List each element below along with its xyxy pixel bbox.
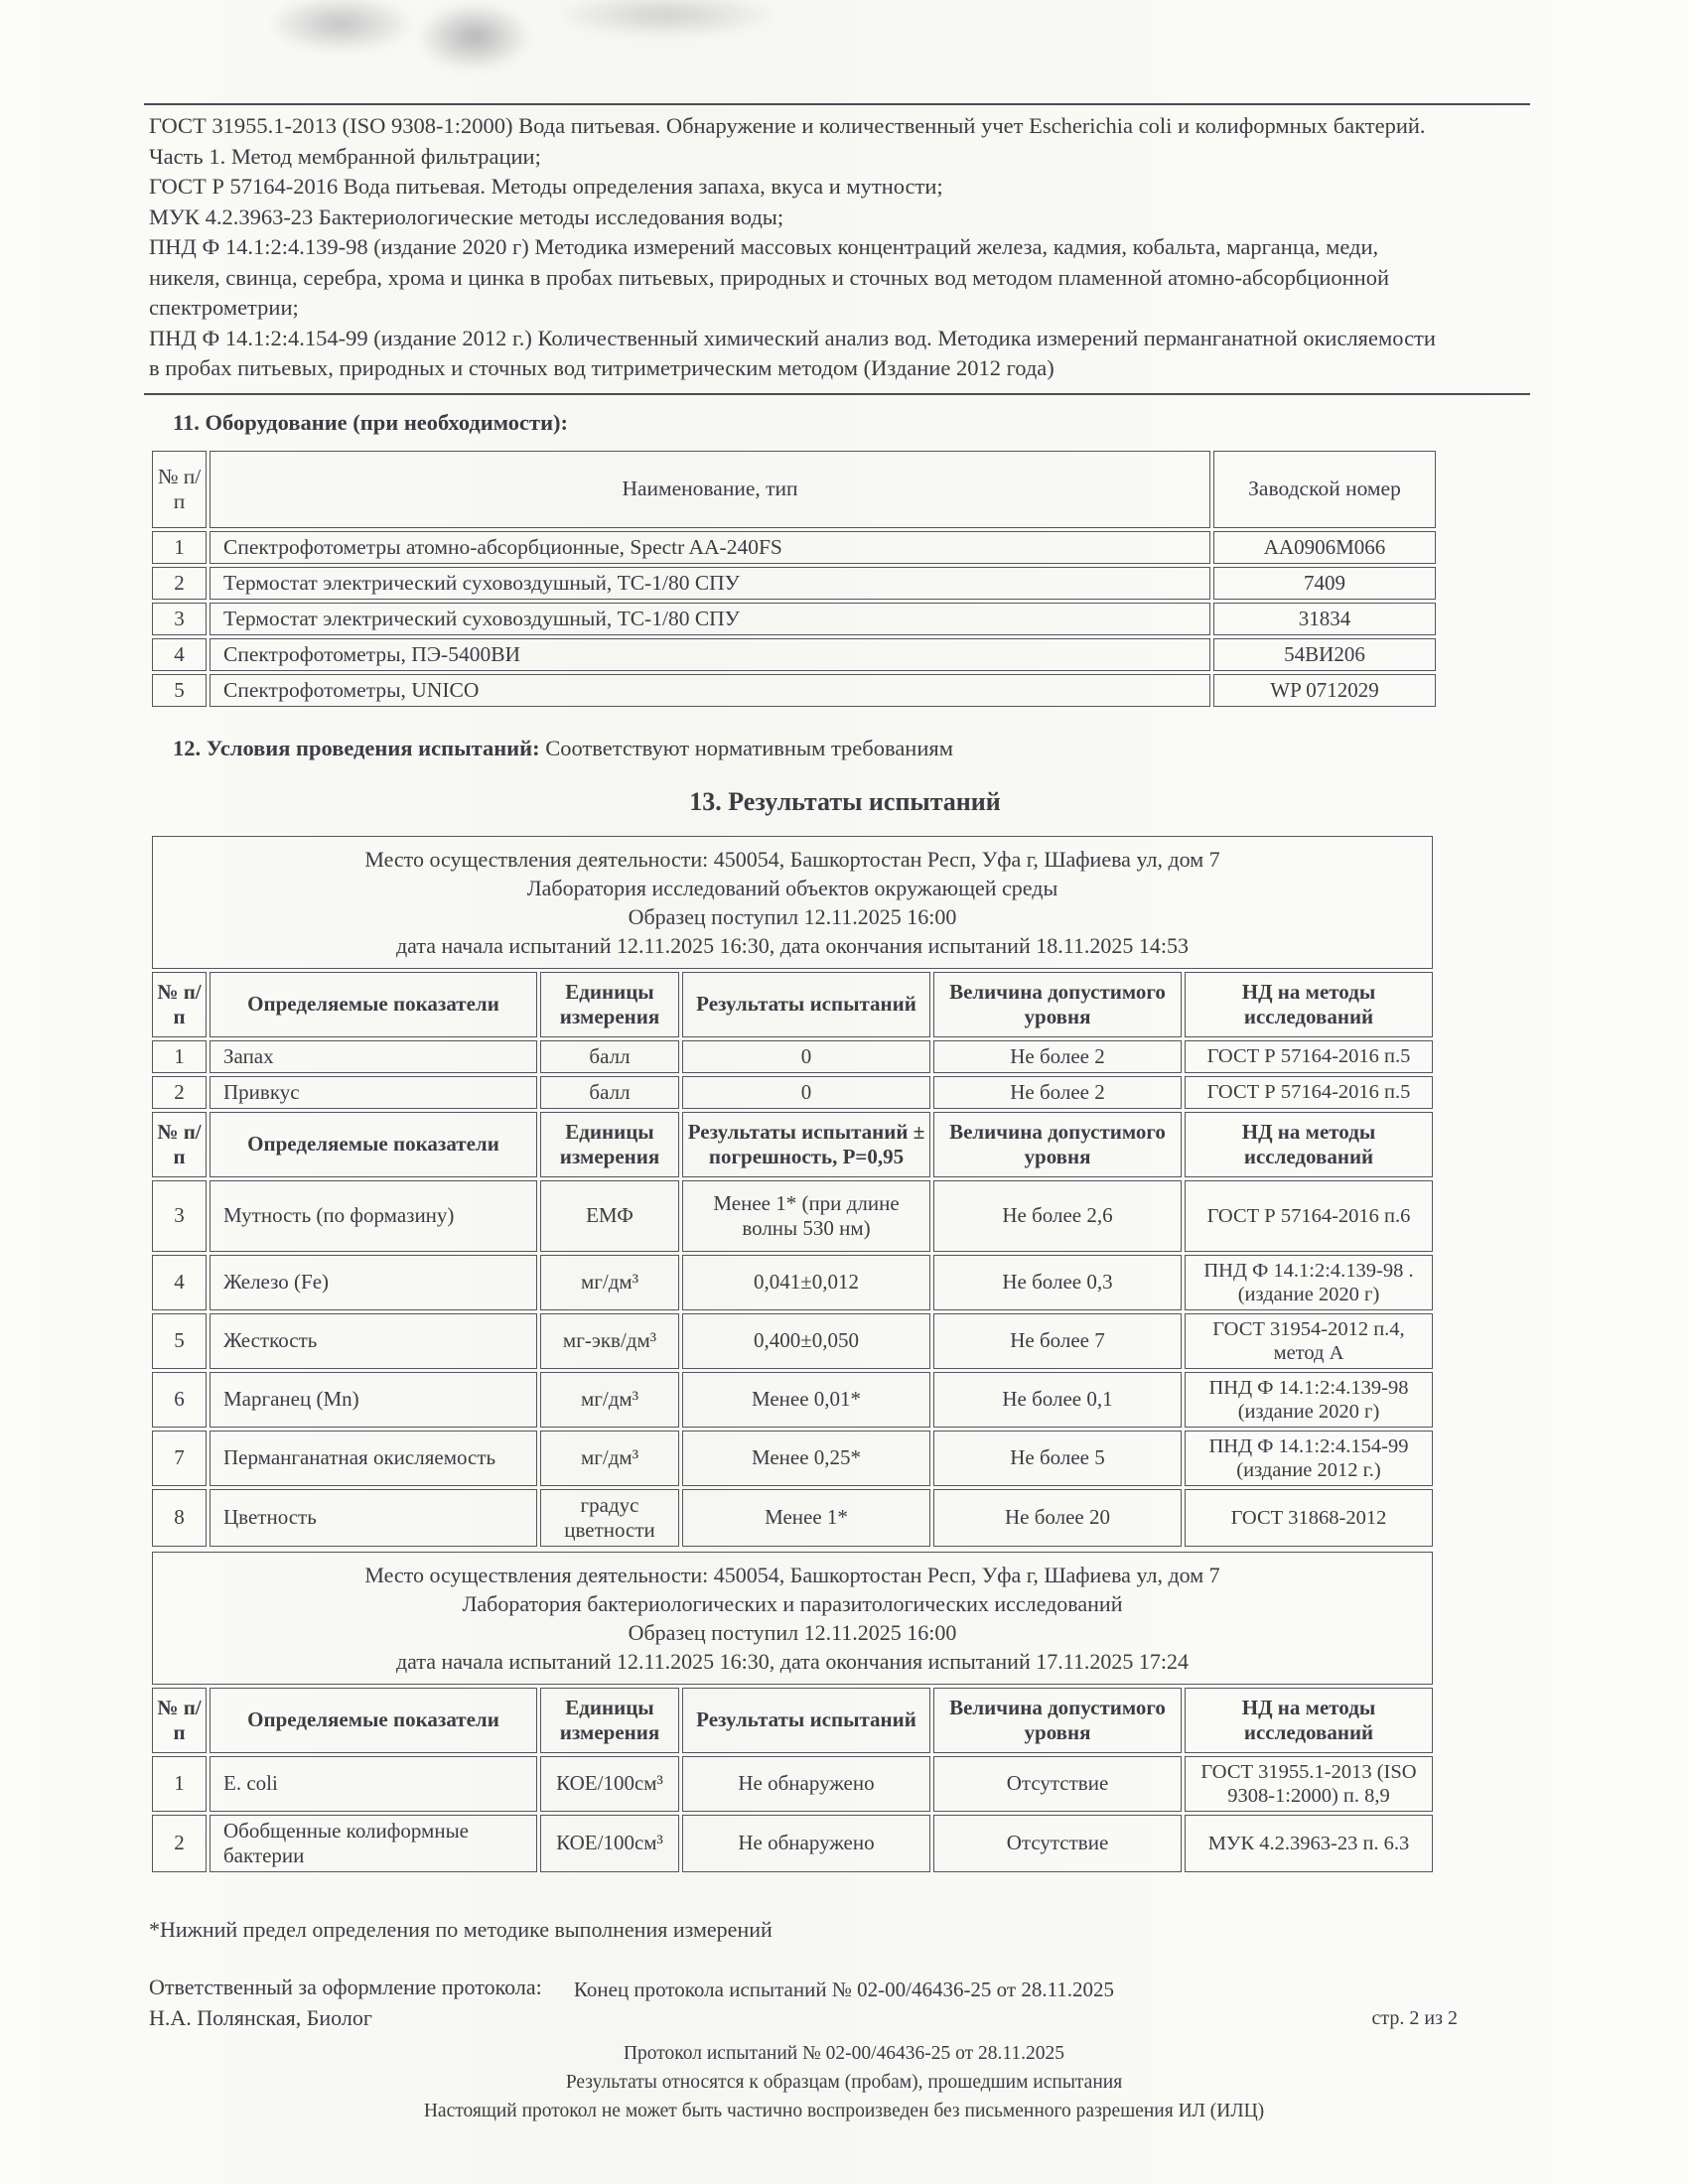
location-line: дата начала испытаний 12.11.2025 16:30, дата окончания испытаний 17.11.2025 17:24 xyxy=(395,1648,1190,1674)
responsible-name: Н.А. Полянская, Биолог xyxy=(149,2004,372,2030)
scan-smudge xyxy=(266,0,415,54)
equipment-num-cell: 2 xyxy=(152,567,207,600)
num-cell: 8 xyxy=(152,1489,207,1547)
equipment-name-cell: Спектрофотометры, UNICO xyxy=(210,674,1210,707)
location-block-row xyxy=(152,836,1433,969)
unit-cell: балл xyxy=(540,1040,679,1073)
equipment-col-name-header: Наименование, тип xyxy=(210,451,1210,528)
unit-cell: градус цветности xyxy=(540,1489,679,1547)
limit-cell: Не более 2 xyxy=(933,1040,1182,1073)
result-cell: Не обнаружено xyxy=(682,1756,930,1812)
param-cell: Цветность xyxy=(210,1489,537,1547)
num-cell: 2 xyxy=(152,1815,207,1872)
page-footer xyxy=(0,2039,1688,2125)
col-header-param: Определяемые показатели xyxy=(210,1112,537,1177)
limit-cell: Отсутствие xyxy=(933,1815,1182,1872)
results-table-chemical xyxy=(149,833,1436,1550)
result-row xyxy=(152,1489,1433,1547)
method-cell: МУК 4.2.3963-23 п. 6.3 xyxy=(1185,1815,1433,1872)
result-row xyxy=(152,1040,1433,1073)
method-cell: ГОСТ 31868-2012 xyxy=(1185,1489,1433,1547)
limit-cell: Не более 5 xyxy=(933,1431,1182,1486)
section-12-line xyxy=(173,736,1450,761)
col-header-method: НД на методы исследований xyxy=(1185,1112,1433,1177)
location-block xyxy=(152,1552,1433,1685)
equipment-row xyxy=(152,603,1436,635)
method-cell: ГОСТ Р 57164-2016 п.6 xyxy=(1185,1180,1433,1252)
col-header-limit: Величина допустимого уровня xyxy=(933,1688,1182,1753)
limit-cell: Не более 0,1 xyxy=(933,1372,1182,1428)
method-cell: ПНД Ф 14.1:2:4.139-98 . (издание 2020 г) xyxy=(1185,1255,1433,1310)
equipment-serial-cell: WP 0712029 xyxy=(1213,674,1436,707)
num-cell: 4 xyxy=(152,1255,207,1310)
location-line: дата начала испытаний 12.11.2025 16:30, дата окончания испытаний 18.11.2025 14:53 xyxy=(395,932,1190,958)
equipment-serial-cell: 31834 xyxy=(1213,603,1436,635)
responsible-label: Ответственный за оформление протокола: xyxy=(149,1974,542,1999)
location-line: Место осуществления деятельности: 450054, Башкортостан Респ, Уфа г, Шафиева ул, дом 7 xyxy=(364,1562,1220,1587)
result-cell: Менее 0,01* xyxy=(682,1372,930,1428)
num-cell: 5 xyxy=(152,1313,207,1369)
param-cell: Обобщенные колиформные бактерии xyxy=(210,1815,537,1872)
num-cell: 2 xyxy=(152,1076,207,1109)
unit-cell: мг/дм³ xyxy=(540,1431,679,1486)
col-header-method: НД на методы исследований xyxy=(1185,972,1433,1037)
column-header-row xyxy=(152,1112,1433,1177)
equipment-serial-cell: 7409 xyxy=(1213,567,1436,600)
equipment-serial-cell: 54ВИ206 xyxy=(1213,638,1436,671)
col-header-param: Определяемые показатели xyxy=(210,1688,537,1753)
col-header-unit: Единицы измерения xyxy=(540,1688,679,1753)
normative-doc-item: ГОСТ Р 57164-2016 Вода питьевая. Методы определения запаха, вкуса и мутности; xyxy=(149,174,943,199)
param-cell: E. coli xyxy=(210,1756,537,1812)
equipment-table xyxy=(149,448,1439,710)
equipment-header-row xyxy=(152,451,1436,528)
param-cell: Мутность (по формазину) xyxy=(210,1180,537,1252)
location-block-row xyxy=(152,1552,1433,1685)
result-row xyxy=(152,1255,1433,1310)
param-cell: Марганец (Mn) xyxy=(210,1372,537,1428)
normative-doc-item: ПНД Ф 14.1:2:4.154-99 (издание 2012 г.) Количественный химический анализ вод. Методика измерений перманганатной окисляемости в пробах питьевых, природных и сточных вод титриметрическим методом (Издание 2012 года) xyxy=(149,325,1436,380)
method-cell: ГОСТ 31954-2012 п.4, метод А xyxy=(1185,1313,1433,1369)
scan-smudge xyxy=(552,0,780,38)
result-row xyxy=(152,1815,1433,1872)
location-line: Место осуществления деятельности: 450054, Башкортостан Респ, Уфа г, Шафиева ул, дом 7 xyxy=(364,846,1220,872)
top-rule xyxy=(144,103,1530,105)
limit-cell: Не более 2 xyxy=(933,1076,1182,1109)
equipment-col-serial-header: Заводской номер xyxy=(1213,451,1436,528)
equipment-name-cell: Спектрофотометры атомно-абсорбционные, Spectr AA-240FS xyxy=(210,531,1210,564)
result-row xyxy=(152,1756,1433,1812)
footer-protocol-line: Протокол испытаний № 02-00/46436-25 от 28.11.2025 xyxy=(623,2043,1065,2064)
col-header-limit: Величина допустимого уровня xyxy=(933,1112,1182,1177)
param-cell: Жесткость xyxy=(210,1313,537,1369)
equipment-row xyxy=(152,674,1436,707)
limit-cell: Отсутствие xyxy=(933,1756,1182,1812)
normative-doc-item: МУК 4.2.3963-23 Бактериологические методы исследования воды; xyxy=(149,204,784,229)
result-cell: 0,400±0,050 xyxy=(682,1313,930,1369)
num-cell: 7 xyxy=(152,1431,207,1486)
param-cell: Запах xyxy=(210,1040,537,1073)
protocol-end-line: Конец протокола испытаний № 02-00/46436-25 от 28.11.2025 xyxy=(573,1978,1115,2001)
param-cell: Железо (Fe) xyxy=(210,1255,537,1310)
location-line: Образец поступил 12.11.2025 16:00 xyxy=(628,1619,957,1645)
result-row xyxy=(152,1372,1433,1428)
limit-cell: Не более 20 xyxy=(933,1489,1182,1547)
col-header-result: Результаты испытаний xyxy=(682,972,930,1037)
mid-rule xyxy=(144,393,1530,395)
unit-cell: мг/дм³ xyxy=(540,1372,679,1428)
section-13-heading: 13. Результаты испытаний xyxy=(689,786,1001,816)
section-12-value: Соответствуют нормативным требованиям xyxy=(545,735,953,760)
unit-cell: КОЕ/100см³ xyxy=(540,1756,679,1812)
col-header-result: Результаты испытаний xyxy=(682,1688,930,1753)
col-header-limit: Величина допустимого уровня xyxy=(933,972,1182,1037)
method-cell: ПНД Ф 14.1:2:4.139-98 (издание 2020 г) xyxy=(1185,1372,1433,1428)
location-line: Образец поступил 12.11.2025 16:00 xyxy=(628,903,957,929)
equipment-name-cell: Термостат электрический суховоздушный, ТС-1/80 СПУ xyxy=(210,567,1210,600)
col-header-num: № п/п xyxy=(152,1688,207,1753)
equipment-row xyxy=(152,567,1436,600)
result-cell: Менее 1* (при длине волны 530 нм) xyxy=(682,1180,930,1252)
col-header-unit: Единицы измерения xyxy=(540,972,679,1037)
section-12-label: 12. Условия проведения испытаний: xyxy=(173,735,540,760)
section-11-heading: 11. Оборудование (при необходимости): xyxy=(173,409,569,435)
location-line: Лаборатория бактериологических и паразитологических исследований xyxy=(462,1590,1123,1616)
col-header-result: Результаты испытаний ± погрешность, Р=0,95 xyxy=(682,1112,930,1177)
normative-doc-item: ПНД Ф 14.1:2:4.139-98 (издание 2020 г) Методика измерений массовых концентраций железа, кадмия, кобальта, марганца, меди, никеля, свинца, серебра, хрома и цинка в пробах питьевых, природных и сточных вод методом пламенной атомно-абсорбционной спектрометрии; xyxy=(149,234,1390,320)
unit-cell: балл xyxy=(540,1076,679,1109)
location-block xyxy=(152,836,1433,969)
equipment-name-cell: Спектрофотометры, ПЭ-5400ВИ xyxy=(210,638,1210,671)
result-cell: Менее 1* xyxy=(682,1489,930,1547)
col-header-num: № п/п xyxy=(152,1112,207,1177)
col-header-num: № п/п xyxy=(152,972,207,1037)
unit-cell: мг/дм³ xyxy=(540,1255,679,1310)
unit-cell: мг-экв/дм³ xyxy=(540,1313,679,1369)
num-cell: 3 xyxy=(152,1180,207,1252)
equipment-row xyxy=(152,531,1436,564)
column-header-row xyxy=(152,1688,1433,1753)
equipment-num-cell: 4 xyxy=(152,638,207,671)
unit-cell: КОЕ/100см³ xyxy=(540,1815,679,1872)
result-cell: Менее 0,25* xyxy=(682,1431,930,1486)
equipment-num-cell: 3 xyxy=(152,603,207,635)
footer-note-2: Настоящий протокол не может быть частично воспроизведен без письменного разрешения ИЛ (ИЛЦ) xyxy=(423,2101,1265,2121)
limit-cell: Не более 0,3 xyxy=(933,1255,1182,1310)
num-cell: 1 xyxy=(152,1756,207,1812)
col-header-unit: Единицы измерения xyxy=(540,1112,679,1177)
result-cell: 0 xyxy=(682,1076,930,1109)
normative-doc-item: ГОСТ 31955.1-2013 (ISO 9308-1:2000) Вода питьевая. Обнаружение и количественный учет Escherichia coli и колиформных бактерий. Часть 1. Метод мембранной фильтрации; xyxy=(149,113,1426,169)
method-cell: ГОСТ 31955.1-2013 (ISO 9308-1:2000) п. 8,9 xyxy=(1185,1756,1433,1812)
limit-cell: Не более 2,6 xyxy=(933,1180,1182,1252)
page-number: стр. 2 из 2 xyxy=(1371,2007,1458,2029)
param-cell: Перманганатная окисляемость xyxy=(210,1431,537,1486)
result-row xyxy=(152,1076,1433,1109)
result-row xyxy=(152,1313,1433,1369)
equipment-serial-cell: AA0906M066 xyxy=(1213,531,1436,564)
result-cell: 0 xyxy=(682,1040,930,1073)
result-cell: Не обнаружено xyxy=(682,1815,930,1872)
result-cell: 0,041±0,012 xyxy=(682,1255,930,1310)
equipment-name-cell: Термостат электрический суховоздушный, ТС-1/80 СПУ xyxy=(210,603,1210,635)
unit-cell: ЕМФ xyxy=(540,1180,679,1252)
normative-docs-block xyxy=(149,111,1450,384)
scan-smudge xyxy=(417,2,531,71)
num-cell: 6 xyxy=(152,1372,207,1428)
column-header-row xyxy=(152,972,1433,1037)
param-cell: Привкус xyxy=(210,1076,537,1109)
method-cell: ГОСТ Р 57164-2016 п.5 xyxy=(1185,1076,1433,1109)
results-table-bacteriological xyxy=(149,1549,1436,1875)
equipment-num-cell: 1 xyxy=(152,531,207,564)
equipment-col-num-header: № п/п xyxy=(152,451,207,528)
location-line: Лаборатория исследований объектов окружающей среды xyxy=(526,875,1058,900)
page-content xyxy=(149,103,1450,2031)
method-cell: ГОСТ Р 57164-2016 п.5 xyxy=(1185,1040,1433,1073)
col-header-method: НД на методы исследований xyxy=(1185,1688,1433,1753)
col-header-param: Определяемые показатели xyxy=(210,972,537,1037)
result-row xyxy=(152,1180,1433,1252)
equipment-num-cell: 5 xyxy=(152,674,207,707)
equipment-row xyxy=(152,638,1436,671)
method-cell: ПНД Ф 14.1:2:4.154-99 (издание 2012 г.) xyxy=(1185,1431,1433,1486)
num-cell: 1 xyxy=(152,1040,207,1073)
limit-cell: Не более 7 xyxy=(933,1313,1182,1369)
footer-note-1: Результаты относятся к образцам (пробам), прошедшим испытания xyxy=(565,2072,1123,2093)
measurement-footnote: *Нижний предел определения по методике выполнения измерений xyxy=(149,1916,773,1942)
result-row xyxy=(152,1431,1433,1486)
